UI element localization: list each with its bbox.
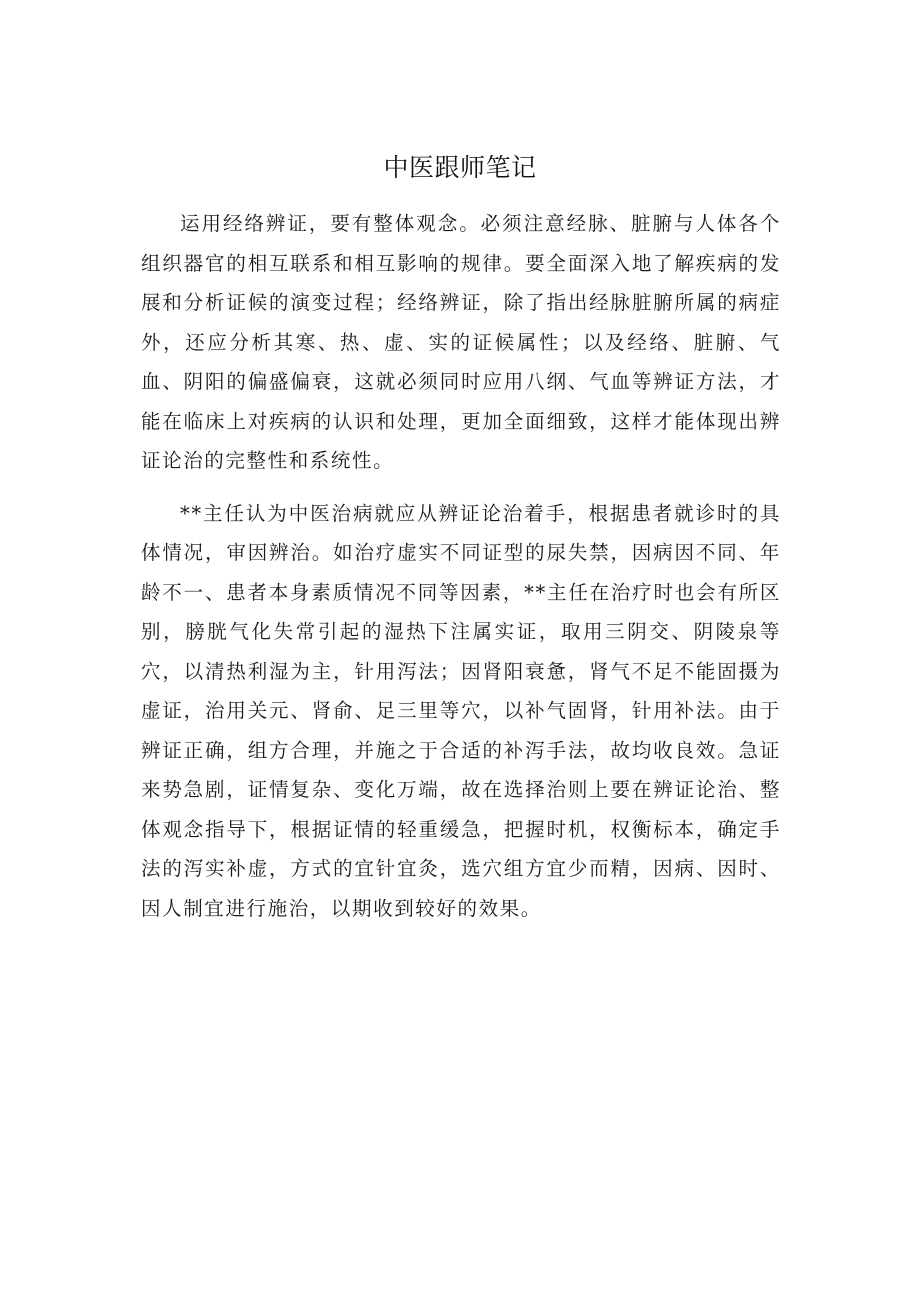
document-body [141,204,781,928]
paragraph-meridian-differentiation: 运用经络辨证，要有整体观念。必须注意经脉、脏腑与人体各个组织器官的相互联系和相互影响的规律。要全面深入地了解疾病的发展和分析证候的演变过程；经络辨证，除了指出经脉脏腑所属的病症外，还应分析其寒、热、虚、实的证候属性；以及经络、脏腑、气血、阴阳的偏盛偏衰，这就必须同时应用八纲、气血等辨证方法，才能在临床上对疾病的认识和处理，更加全面细致，这样才能体现出辨证论治的完整性和系统性。 [141,212,781,472]
paragraph-director-treatment: **主任认为中医治病就应从辨证论治着手，根据患者就诊时的具体情况，审因辨治。如治疗虚实不同证型的尿失禁，因病因不同、年龄不一、患者本身素质情况不同等因素，**主任在治疗时也会有所区别，膀胱气化失常引起的湿热下注属实证，取用三阴交、阴陵泉等穴，以清热利湿为主，针用泻法；因肾阳衰惫，肾气不足不能固摄为虚证，治用关元、肾俞、足三里等穴，以补气固肾，针用补法。由于辨证正确，组方合理，并施之于合适的补泻手法，故均收良效。急证来势急剧，证情复杂、变化万端，故在选择治则上要在辨证论治、整体观念指导下，根据证情的轻重缓急，把握时机，权衡标本，确定手法的泻实补虚，方式的宜针宜灸，选穴组方宜少而精，因病、因时、因人制宜进行施治，以期收到较好的效果。 [141,501,781,920]
document-title: 中医跟师笔记 [383,153,537,182]
